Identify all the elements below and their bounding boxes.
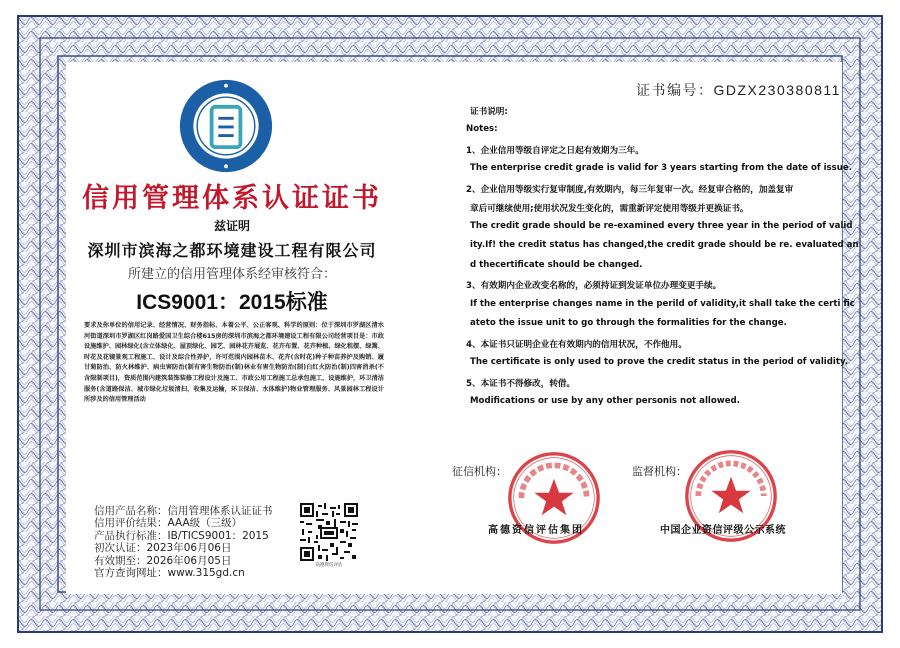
note-line: ity.If! the credit status has changed,the credit grade should be re. evaluated an: [470, 240, 859, 250]
supervision-agency-name: 中国企业资信评级公示系统: [660, 525, 786, 536]
conformity-text: 所建立的信用管理体系经审核符合：: [127, 267, 336, 282]
credit-agency-name: 高德资信评估集团: [488, 525, 584, 536]
supervision-agency-label: 监督机构：: [632, 465, 687, 478]
query-website: 官方查询网址：www.315gd.cn: [94, 567, 245, 580]
note-line: 1、企业信用等级自评定之日起有效期为三年。: [466, 146, 644, 156]
company-name: 深圳市滨海之都环境建设工程有限公司: [87, 241, 377, 260]
standard-name: ICS9001：2015标准: [136, 291, 328, 314]
credit-agency-label: 征信机构：: [452, 465, 507, 478]
note-line: 2、企业信用等级实行复审制度,有效期内，每三年复审一次。经复审合格的，加盖复审: [466, 185, 794, 195]
certificate-title: 信用管理体系认证证书: [82, 183, 382, 214]
note-line: The enterprise credit grade is valid for 3 years starting from the date of issue.: [470, 163, 852, 173]
execution-standard: 产品执行标准：IB/TICS9001：2015: [94, 529, 269, 542]
note-line: The credit grade should be re-examined every three year in the period of valid: [470, 221, 853, 231]
certificate-number: 证书编号：GDZX230380811: [636, 82, 841, 98]
evaluation-grade: 信用评价结果：AAA级（三级）: [94, 517, 243, 530]
note-line: 3、有效期内企业改变名称的，必须持证到发证单位办理变更手续。: [466, 281, 722, 291]
note-line: ateto the issue unit to go through the formalities for the change.: [470, 318, 787, 328]
note-line: 章后可继续使用;使用状况发生变化的，需重新评定使用等级并更换证书。: [470, 204, 749, 214]
note-line: 5、本证书不得修改，转借。: [466, 379, 576, 389]
note-line: The certificate is only used to prove the credit status in the period of validity.: [470, 357, 849, 367]
qr-code-icon: [300, 503, 358, 561]
valid-until-date: 有效期至：2026年06月05日: [94, 554, 232, 567]
initial-certification-date: 初次认证：2023年06月06日: [94, 542, 232, 555]
product-name: 信用产品名称：信用管理体系认证证书: [94, 505, 273, 517]
certificate-info: [94, 505, 273, 579]
certification-logo-icon: [178, 78, 274, 174]
note-line: d thecertificate should be changed.: [470, 260, 643, 270]
business-scope: 要求及你单位的信用记录、经营情况、财务指标、本着公平、公正客观、科学的原则：位于深圳市罗湖区清水河街道深圳市罗湖区红岗路爱国卫生综合楼615房的深圳市滨海之都环境建设工程有限公司经营项目是：市政设施维护、园林绿化(含立体绿化、屋顶绿化、园艺、园林花卉展览、花卉布置、花卉种植、绿化租摆、绿篱、时花及花镜景观工程施工、设计及综合性养护，许可范围内园林苗木、花卉(含时花)种子种苗养护及购销、履甘菊防治、防火林维护、病虫害防治(制有害生物防治(制)林业有害生物防治(制)白红火防治(制)四害消杀(不含限制项目)，资质范围内建筑装饰装修工程设计及施工、市政公用工程施工总承包施工，设施维护，环卫清洁服务(含道路保洁、城市绿化垃圾清扫，收集及运输，环卫保洁、水体维护)物业管理服务、风景园林工程设计所涉及的信用管理活动: [84, 322, 384, 404]
qr-caption: 高德资信评估: [315, 563, 343, 568]
note-line: 4、本证书只证明企业在有效期内的信用状况，不作他用。: [466, 340, 687, 350]
note-line: Modifications or use by any other personis not allowed.: [470, 396, 740, 406]
certify-text: 兹证明: [213, 219, 250, 233]
note-line: If the enterprise changes name in the perild of validity,it shall take the certi fic: [470, 299, 855, 309]
notes-heading-cn: 证书说明:: [470, 107, 508, 117]
notes-heading-en: Notes:: [466, 124, 498, 134]
